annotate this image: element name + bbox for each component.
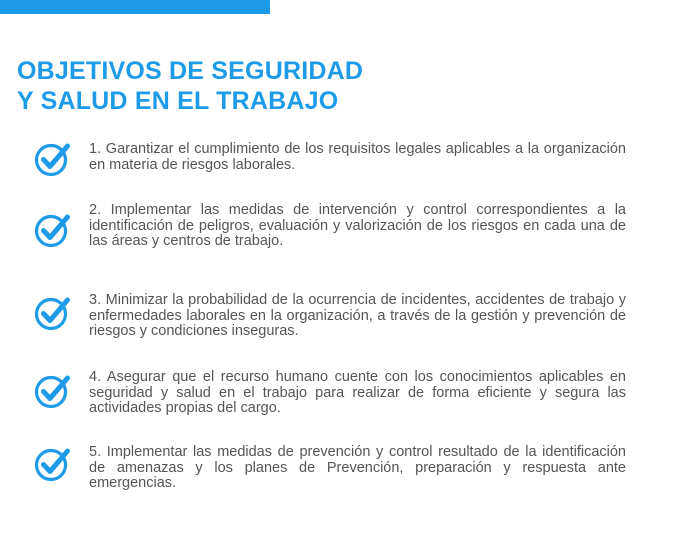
page-title-line-2: Y SALUD EN EL TRABAJO bbox=[17, 87, 339, 115]
page-title-line-1: OBJETIVOS DE SEGURIDAD bbox=[17, 57, 364, 85]
check-circle-icon bbox=[34, 211, 72, 249]
objective-text: 1. Garantizar el cumplimiento de los requisitos legales aplicables a la organización en materia de riesgos laborales. bbox=[89, 141, 626, 173]
check-circle-icon bbox=[34, 140, 72, 178]
objective-text: 4. Asegurar que el recurso humano cuente con los conocimientos aplicables en seguridad y salud en el trabajo para realizar de forma eficiente y segura las actividades propias del cargo. bbox=[89, 369, 626, 416]
objective-text: 5. Implementar las medidas de prevención y control resultado de la identificación de amenazas y los planes de Prevención, preparación y respuesta ante emergencias. bbox=[89, 444, 626, 491]
check-circle-icon bbox=[34, 372, 72, 410]
check-circle-icon bbox=[34, 445, 72, 483]
check-circle-icon bbox=[34, 294, 72, 332]
objective-text: 3. Minimizar la probabilidad de la ocurrencia de incidentes, accidentes de trabajo y enfermedades laborales en la organización, a través de la gestión y prevención de riesgos y condiciones inseguras. bbox=[89, 292, 626, 339]
objective-text: 2. Implementar las medidas de intervención y control correspondientes a la identificación de peligros, evaluación y valorización de los riesgos en cada una de las áreas y centros de trabajo. bbox=[89, 202, 626, 249]
